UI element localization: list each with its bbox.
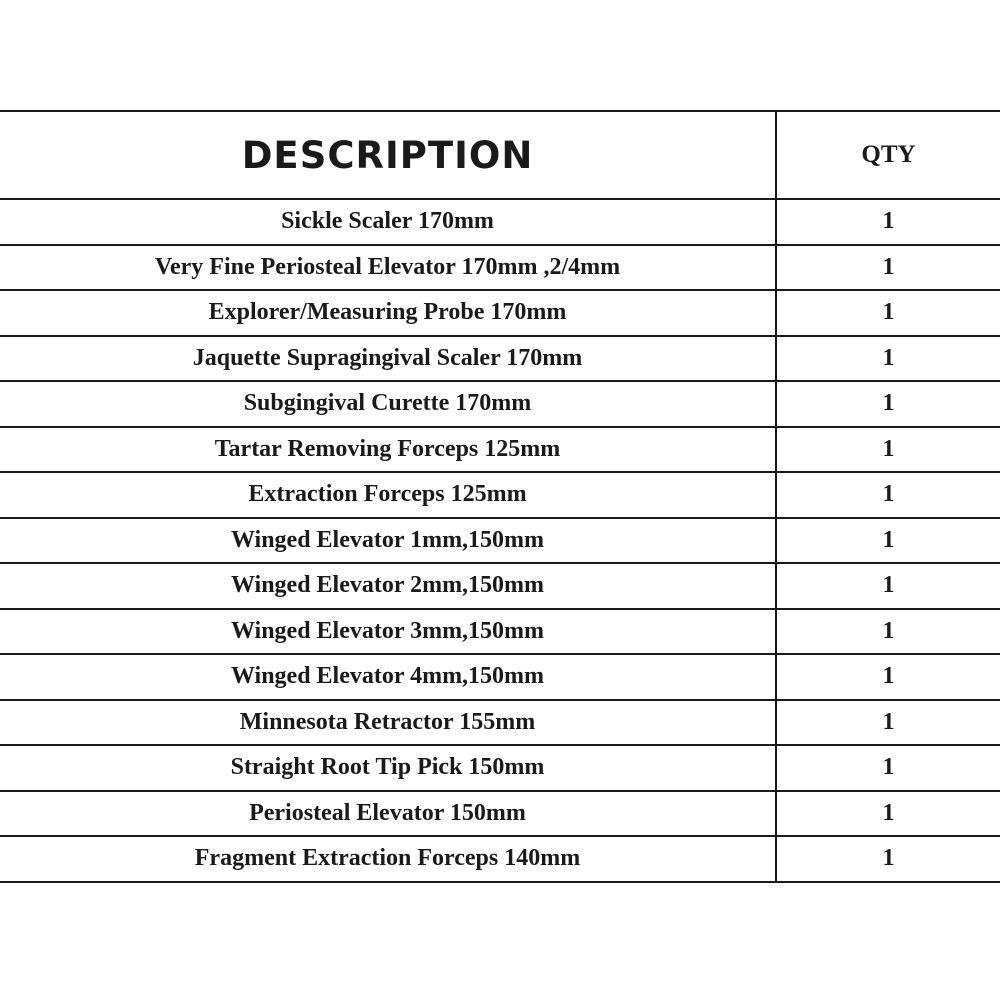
description-cell: Sickle Scaler 170mm <box>0 199 776 245</box>
qty-cell: 1 <box>776 427 1000 473</box>
qty-cell: 1 <box>776 472 1000 518</box>
description-cell: Very Fine Periosteal Elevator 170mm ,2/4mm <box>0 245 776 291</box>
qty-cell: 1 <box>776 836 1000 882</box>
table-row <box>0 290 1000 336</box>
description-cell: Straight Root Tip Pick 150mm <box>0 745 776 791</box>
description-cell: Winged Elevator 3mm,150mm <box>0 609 776 655</box>
description-cell: Jaquette Supragingival Scaler 170mm <box>0 336 776 382</box>
qty-column-header: QTY <box>776 111 1000 199</box>
description-cell: Winged Elevator 1mm,150mm <box>0 518 776 564</box>
table-body <box>0 199 1000 882</box>
table-row <box>0 472 1000 518</box>
instrument-list-sheet <box>0 110 1000 883</box>
description-cell: Tartar Removing Forceps 125mm <box>0 427 776 473</box>
table-row <box>0 609 1000 655</box>
qty-cell: 1 <box>776 654 1000 700</box>
description-cell: Winged Elevator 2mm,150mm <box>0 563 776 609</box>
qty-cell: 1 <box>776 791 1000 837</box>
table-row <box>0 745 1000 791</box>
table-row <box>0 518 1000 564</box>
description-cell: Periosteal Elevator 150mm <box>0 791 776 837</box>
table-row <box>0 199 1000 245</box>
description-cell: Subgingival Curette 170mm <box>0 381 776 427</box>
instrument-table <box>0 110 1000 883</box>
table-row <box>0 427 1000 473</box>
table-row <box>0 381 1000 427</box>
qty-cell: 1 <box>776 245 1000 291</box>
description-cell: Fragment Extraction Forceps 140mm <box>0 836 776 882</box>
qty-cell: 1 <box>776 336 1000 382</box>
qty-cell: 1 <box>776 381 1000 427</box>
qty-cell: 1 <box>776 563 1000 609</box>
table-row <box>0 336 1000 382</box>
qty-cell: 1 <box>776 745 1000 791</box>
description-cell: Minnesota Retractor 155mm <box>0 700 776 746</box>
table-row <box>0 245 1000 291</box>
qty-cell: 1 <box>776 609 1000 655</box>
table-row <box>0 791 1000 837</box>
table-row <box>0 700 1000 746</box>
description-cell: Explorer/Measuring Probe 170mm <box>0 290 776 336</box>
table-row <box>0 654 1000 700</box>
table-header-row <box>0 111 1000 199</box>
table-row <box>0 836 1000 882</box>
description-cell: Extraction Forceps 125mm <box>0 472 776 518</box>
qty-cell: 1 <box>776 199 1000 245</box>
qty-cell: 1 <box>776 290 1000 336</box>
qty-cell: 1 <box>776 518 1000 564</box>
qty-cell: 1 <box>776 700 1000 746</box>
description-cell: Winged Elevator 4mm,150mm <box>0 654 776 700</box>
table-row <box>0 563 1000 609</box>
description-column-header: DESCRIPTION <box>0 111 776 199</box>
